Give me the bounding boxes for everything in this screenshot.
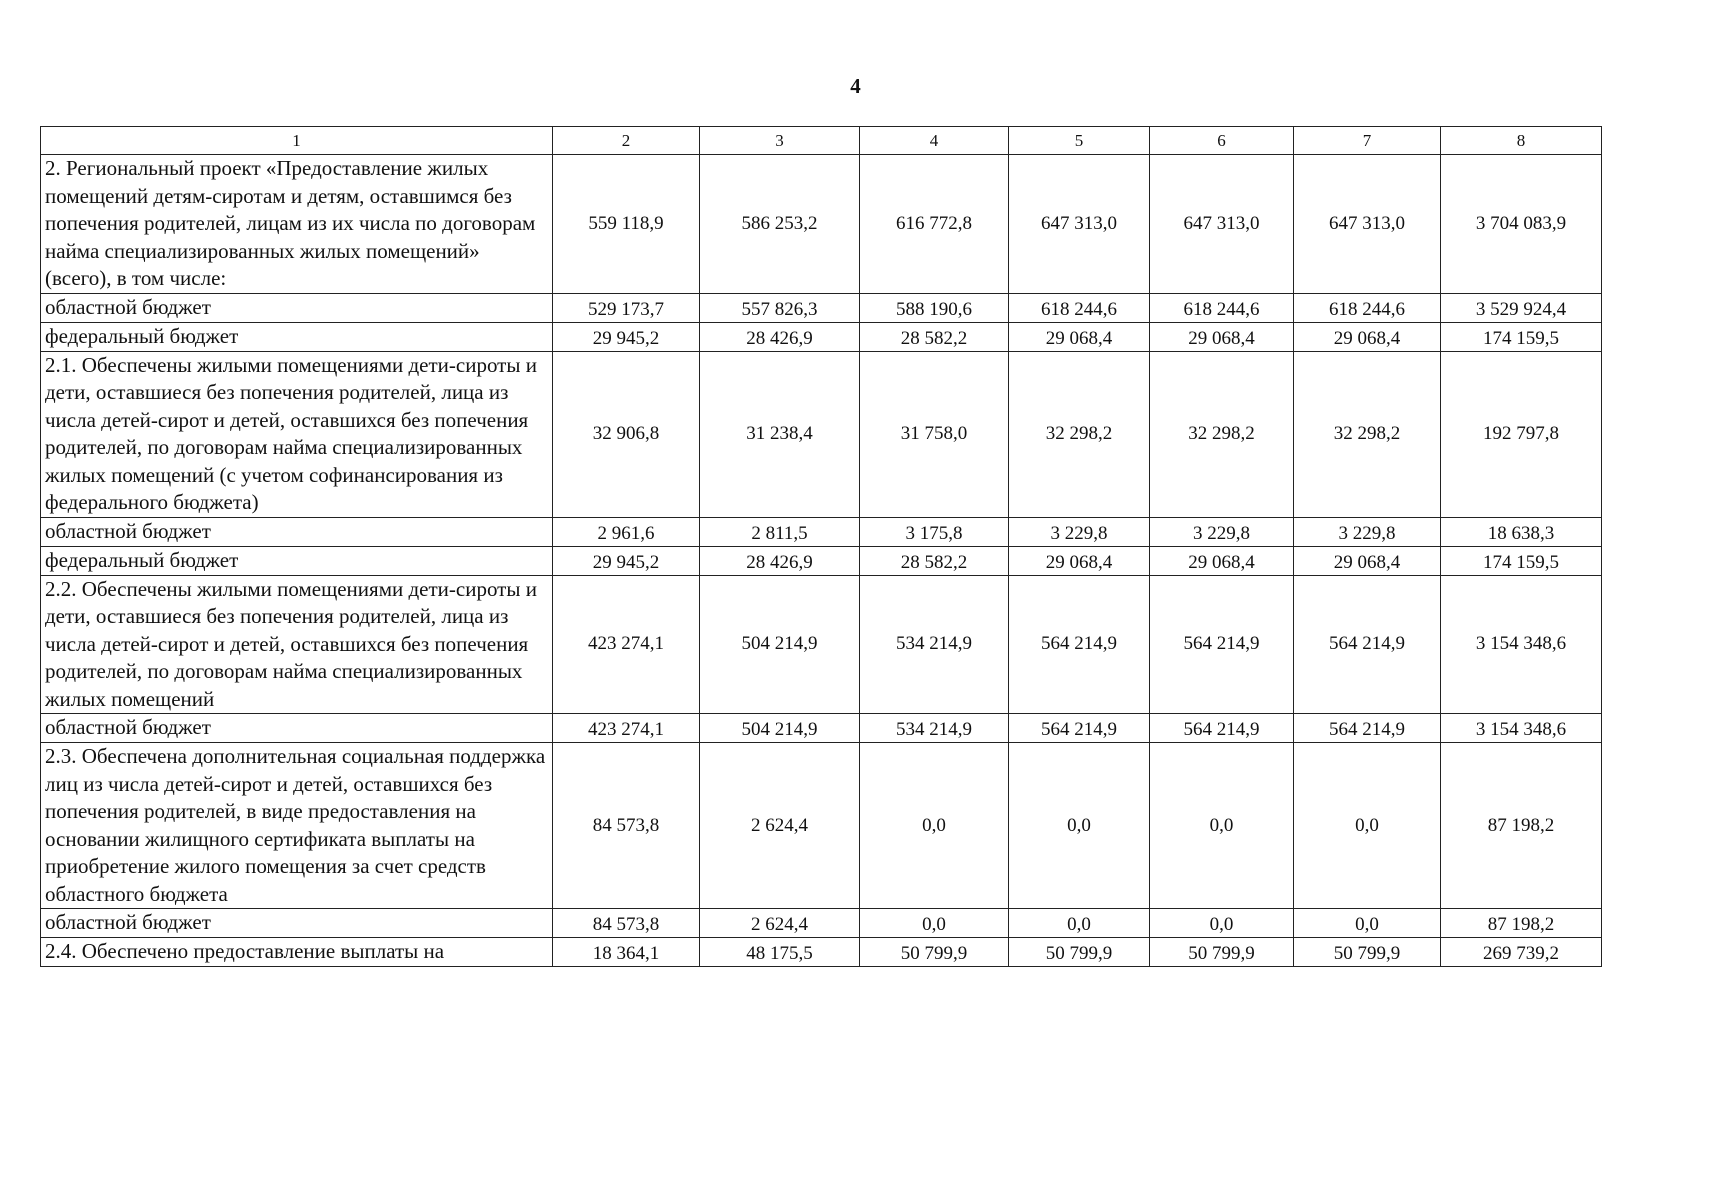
column-header: 5 — [1009, 127, 1150, 155]
value-cell: 18 638,3 — [1441, 517, 1602, 546]
value-cell: 616 772,8 — [860, 155, 1009, 294]
value-cell: 0,0 — [1009, 743, 1150, 909]
value-cell: 0,0 — [1294, 909, 1441, 938]
value-cell: 192 797,8 — [1441, 351, 1602, 517]
row-label: областной бюджет — [41, 517, 553, 546]
value-cell: 29 068,4 — [1294, 546, 1441, 575]
value-cell: 618 244,6 — [1150, 293, 1294, 322]
value-cell: 50 799,9 — [1150, 938, 1294, 967]
value-cell: 2 624,4 — [700, 743, 860, 909]
value-cell: 269 739,2 — [1441, 938, 1602, 967]
value-cell: 534 214,9 — [860, 714, 1009, 743]
value-cell: 564 214,9 — [1294, 714, 1441, 743]
value-cell: 84 573,8 — [553, 743, 700, 909]
value-cell: 0,0 — [1009, 909, 1150, 938]
value-cell: 29 945,2 — [553, 546, 700, 575]
value-cell: 48 175,5 — [700, 938, 860, 967]
value-cell: 31 238,4 — [700, 351, 860, 517]
value-cell: 29 068,4 — [1294, 322, 1441, 351]
value-cell: 87 198,2 — [1441, 743, 1602, 909]
value-cell: 174 159,5 — [1441, 546, 1602, 575]
value-cell: 618 244,6 — [1009, 293, 1150, 322]
value-cell: 0,0 — [860, 909, 1009, 938]
table-row-source — [41, 909, 1602, 938]
column-header: 4 — [860, 127, 1009, 155]
column-header: 3 — [700, 127, 860, 155]
value-cell: 3 229,8 — [1294, 517, 1441, 546]
value-cell: 564 214,9 — [1009, 714, 1150, 743]
value-cell: 18 364,1 — [553, 938, 700, 967]
value-cell: 3 229,8 — [1009, 517, 1150, 546]
value-cell: 564 214,9 — [1009, 575, 1150, 714]
row-label: федеральный бюджет — [41, 546, 553, 575]
row-label: областной бюджет — [41, 909, 553, 938]
column-header: 2 — [553, 127, 700, 155]
value-cell: 557 826,3 — [700, 293, 860, 322]
value-cell: 0,0 — [1150, 909, 1294, 938]
value-cell: 84 573,8 — [553, 909, 700, 938]
row-label: областной бюджет — [41, 293, 553, 322]
table-row-item — [41, 155, 1602, 294]
value-cell: 559 118,9 — [553, 155, 700, 294]
value-cell: 0,0 — [860, 743, 1009, 909]
table-body — [41, 155, 1602, 967]
table-row-item — [41, 351, 1602, 517]
column-header: 7 — [1294, 127, 1441, 155]
value-cell: 564 214,9 — [1150, 714, 1294, 743]
table-row-source — [41, 938, 1602, 967]
value-cell: 2 961,6 — [553, 517, 700, 546]
row-label: 2.2. Обеспечены жилыми помещениями дети-сироты и дети, оставшиеся без попечения родителей, лица из числа детей-сирот и детей, оставшихся без попечения родителей, по договорам найма специализированных жилых помещений — [41, 575, 553, 714]
table-row-source — [41, 293, 1602, 322]
value-cell: 529 173,7 — [553, 293, 700, 322]
value-cell: 3 704 083,9 — [1441, 155, 1602, 294]
value-cell: 504 214,9 — [700, 714, 860, 743]
column-header: 8 — [1441, 127, 1602, 155]
value-cell: 647 313,0 — [1294, 155, 1441, 294]
value-cell: 423 274,1 — [553, 575, 700, 714]
value-cell: 2 624,4 — [700, 909, 860, 938]
value-cell: 564 214,9 — [1150, 575, 1294, 714]
value-cell: 647 313,0 — [1150, 155, 1294, 294]
value-cell: 29 068,4 — [1009, 322, 1150, 351]
value-cell: 32 298,2 — [1150, 351, 1294, 517]
value-cell: 3 154 348,6 — [1441, 575, 1602, 714]
table-row-source — [41, 517, 1602, 546]
value-cell: 586 253,2 — [700, 155, 860, 294]
table-row-source — [41, 546, 1602, 575]
table-row-source — [41, 714, 1602, 743]
table-row-source — [41, 322, 1602, 351]
value-cell: 87 198,2 — [1441, 909, 1602, 938]
value-cell: 564 214,9 — [1294, 575, 1441, 714]
value-cell: 32 906,8 — [553, 351, 700, 517]
value-cell: 29 068,4 — [1009, 546, 1150, 575]
value-cell: 2 811,5 — [700, 517, 860, 546]
value-cell: 3 529 924,4 — [1441, 293, 1602, 322]
value-cell: 28 426,9 — [700, 322, 860, 351]
row-label: федеральный бюджет — [41, 322, 553, 351]
value-cell: 618 244,6 — [1294, 293, 1441, 322]
value-cell: 174 159,5 — [1441, 322, 1602, 351]
column-header-row — [41, 127, 1602, 155]
value-cell: 0,0 — [1294, 743, 1441, 909]
value-cell: 647 313,0 — [1009, 155, 1150, 294]
table-row-item — [41, 575, 1602, 714]
value-cell: 3 154 348,6 — [1441, 714, 1602, 743]
row-label: 2.1. Обеспечены жилыми помещениями дети-сироты и дети, оставшиеся без попечения родителей, лица из числа детей-сирот и детей, оставшихся без попечения родителей, по договорам найма специализированных жилых помещений (с учетом софинансирования из федерального бюджета) — [41, 351, 553, 517]
value-cell: 29 945,2 — [553, 322, 700, 351]
budget-table — [40, 126, 1602, 967]
row-label: 2.3. Обеспечена дополнительная социальная поддержка лиц из числа детей-сирот и детей, оставшихся без попечения родителей, в виде предоставления на основании жилищного сертификата выплаты на приобретение жилого помещения за счет средств областного бюджета — [41, 743, 553, 909]
value-cell: 534 214,9 — [860, 575, 1009, 714]
row-label: 2. Региональный проект «Предоставление жилых помещений детям-сиротам и детям, оставшимся без попечения родителей, лицам из их числа по договорам найма специализированных жилых помещений» (всего), в том числе: — [41, 155, 553, 294]
value-cell: 588 190,6 — [860, 293, 1009, 322]
value-cell: 0,0 — [1150, 743, 1294, 909]
value-cell: 28 582,2 — [860, 546, 1009, 575]
value-cell: 29 068,4 — [1150, 322, 1294, 351]
column-header: 1 — [41, 127, 553, 155]
value-cell: 504 214,9 — [700, 575, 860, 714]
table-row-item — [41, 743, 1602, 909]
column-header: 6 — [1150, 127, 1294, 155]
value-cell: 32 298,2 — [1009, 351, 1150, 517]
value-cell: 32 298,2 — [1294, 351, 1441, 517]
value-cell: 31 758,0 — [860, 351, 1009, 517]
value-cell: 50 799,9 — [1294, 938, 1441, 967]
value-cell: 423 274,1 — [553, 714, 700, 743]
value-cell: 28 582,2 — [860, 322, 1009, 351]
value-cell: 28 426,9 — [700, 546, 860, 575]
value-cell: 50 799,9 — [1009, 938, 1150, 967]
value-cell: 29 068,4 — [1150, 546, 1294, 575]
value-cell: 3 229,8 — [1150, 517, 1294, 546]
row-label: областной бюджет — [41, 714, 553, 743]
value-cell: 3 175,8 — [860, 517, 1009, 546]
row-label: 2.4. Обеспечено предоставление выплаты на — [41, 938, 553, 967]
value-cell: 50 799,9 — [860, 938, 1009, 967]
page-number: 4 — [850, 74, 861, 98]
